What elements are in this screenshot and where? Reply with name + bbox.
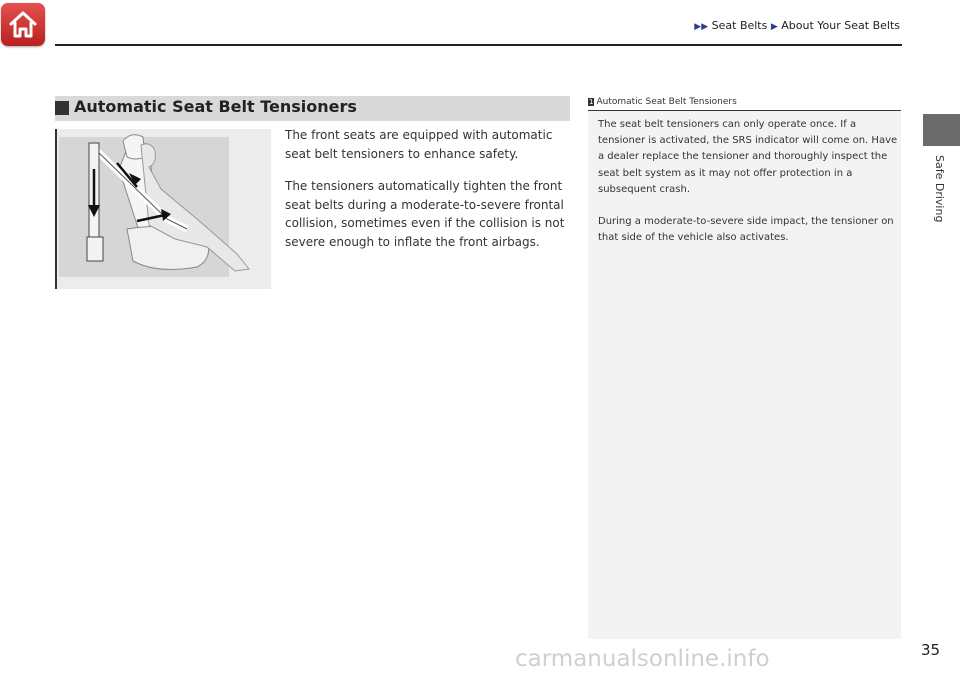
note-title [588,97,737,107]
note-paragraph: During a moderate-to-severe side impact, the tensioner on that side of the vehicle also activates. [598,216,894,244]
body-paragraph: The front seats are equipped with automatic seat belt tensioners to enhance safety. [285,128,553,161]
section-title: Automatic Seat Belt Tensioners [74,97,357,116]
page-number: 35 [921,641,941,659]
section-header [55,96,570,121]
note-header [588,96,901,111]
chapter-label: Safe Driving [933,155,946,223]
seat-belt-tensioner-illustration [55,129,271,289]
breadcrumb-separator-icon: ▶ [770,22,778,32]
breadcrumb-arrows-icon: ▶▶ [694,22,709,32]
note-number-badge: 1 [589,98,594,106]
breadcrumb [694,19,900,32]
note-title-text: Automatic Seat Belt Tensioners [596,97,737,107]
breadcrumb-current-page: About Your Seat Belts [781,19,900,32]
home-button[interactable] [1,3,45,46]
header-divider [55,44,902,46]
body-text [285,126,575,265]
body-paragraph: The tensioners automatically tighten the front seat belts during a moderate-to-severe frontal collision, sometimes even if the collision is not severe enough to inflate the front airbags. [285,179,565,249]
home-icon [7,9,39,40]
note-paragraph: The seat belt tensioners can only operate once. If a tensioner is activated, the SRS indicator will come on. Have a dealer replace the tensioner and thoroughly inspect the seat belt system as it may not offer protection in a subsequent crash. [598,119,898,195]
watermark: carmanualsonline.info [515,646,770,672]
breadcrumb-link-seat-belts[interactable]: Seat Belts [711,19,768,32]
section-marker-icon [55,101,69,115]
note-text [598,117,898,262]
chapter-tab[interactable] [923,114,960,146]
